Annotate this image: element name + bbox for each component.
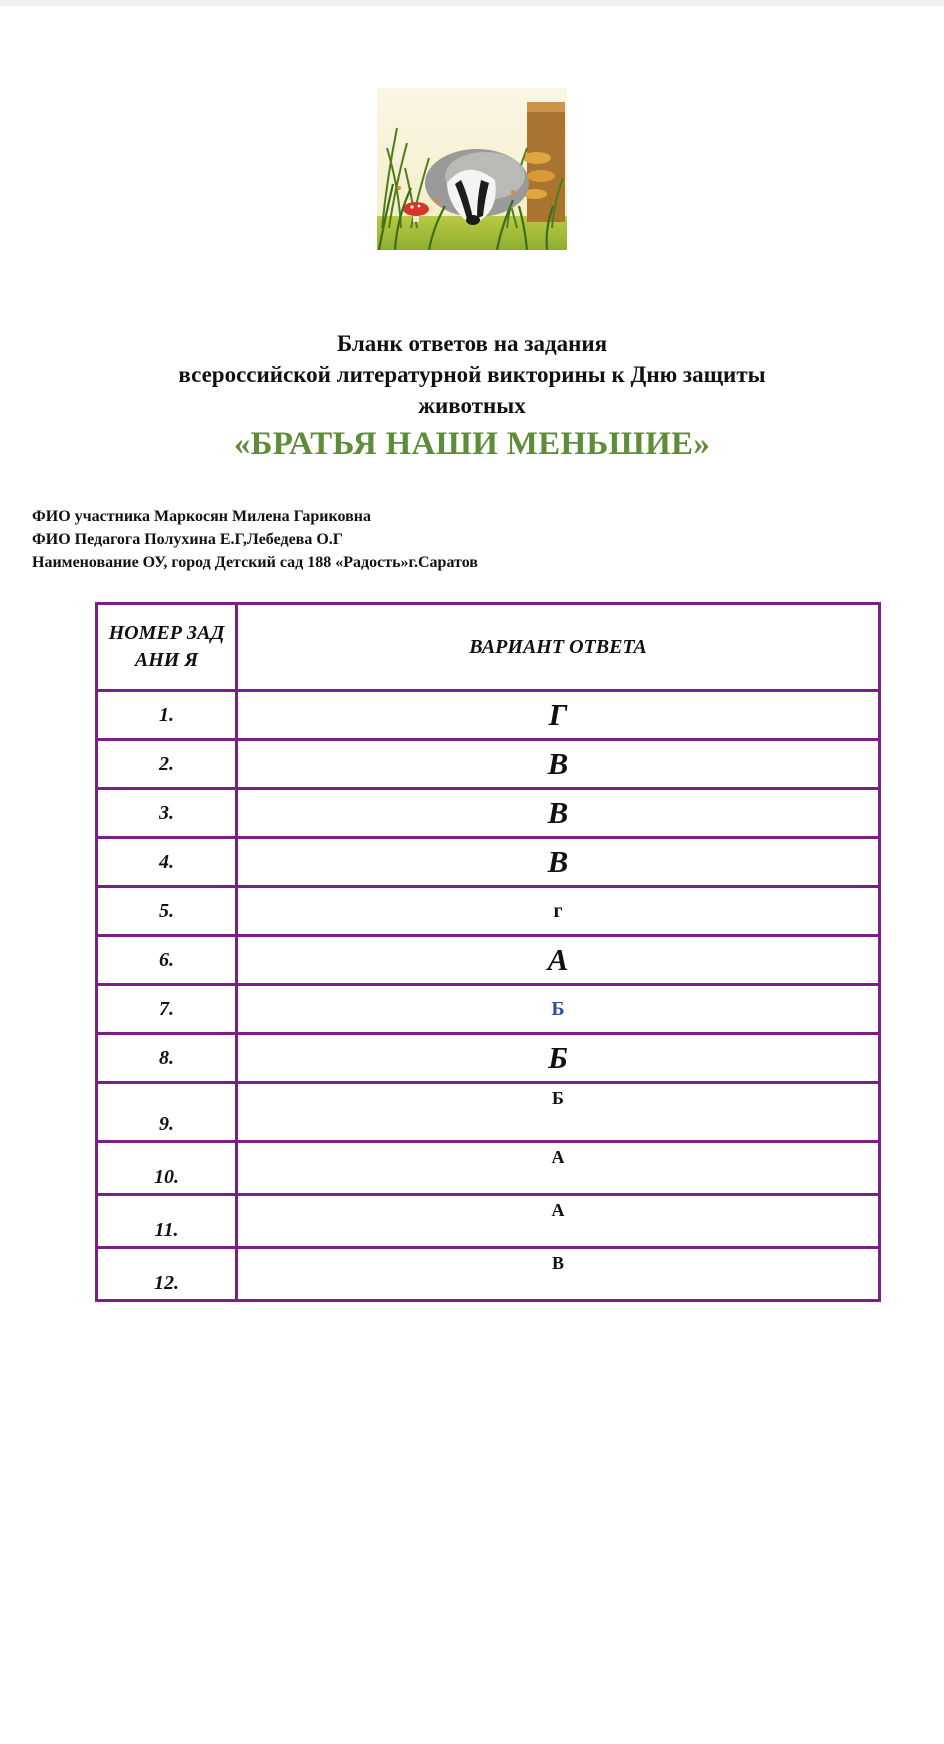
institution-name: Наименование ОУ, город Детский сад 188 «Радость»г.Саратов bbox=[32, 554, 478, 571]
task-number: 11. bbox=[97, 1195, 237, 1248]
form-title bbox=[40, 328, 904, 465]
table-row bbox=[97, 1034, 880, 1083]
table-row bbox=[97, 1083, 880, 1142]
table-row bbox=[97, 789, 880, 838]
column-header-number: НОМЕР ЗАДАНИ Я bbox=[97, 604, 237, 691]
title-line-3: животных bbox=[418, 393, 526, 418]
answer-value: Г bbox=[237, 691, 880, 740]
table-row bbox=[97, 740, 880, 789]
teacher-name: ФИО Педагога Полухина Е.Г,Лебедева О.Г bbox=[32, 531, 343, 548]
table-row bbox=[97, 936, 880, 985]
answers-table bbox=[95, 602, 881, 1302]
table-row bbox=[97, 1248, 880, 1301]
task-number: 2. bbox=[97, 740, 237, 789]
title-line-2: всероссийской литературной викторины к Дню защиты bbox=[178, 362, 766, 387]
table-row bbox=[97, 887, 880, 936]
task-number: 1. bbox=[97, 691, 237, 740]
task-number: 10. bbox=[97, 1142, 237, 1195]
table-row bbox=[97, 985, 880, 1034]
answer-value: В bbox=[237, 789, 880, 838]
answer-value: А bbox=[237, 1142, 880, 1195]
answer-value: В bbox=[237, 740, 880, 789]
quiz-name: «БРАТЬЯ НАШИ МЕНЬШИЕ» bbox=[233, 426, 711, 462]
table-header-row bbox=[97, 604, 880, 691]
task-number: 4. bbox=[97, 838, 237, 887]
answer-value: г bbox=[237, 887, 880, 936]
answer-value: Б bbox=[237, 1083, 880, 1142]
page-top-strip bbox=[0, 0, 944, 6]
column-header-answer: ВАРИАНТ ОТВЕТА bbox=[237, 604, 880, 691]
participant-info bbox=[32, 505, 912, 574]
answer-value: В bbox=[237, 1248, 880, 1301]
task-number: 3. bbox=[97, 789, 237, 838]
table-row bbox=[97, 691, 880, 740]
title-line-1: Бланк ответов на задания bbox=[336, 331, 608, 356]
task-number: 5. bbox=[97, 887, 237, 936]
task-number: 12. bbox=[97, 1248, 237, 1301]
table-row bbox=[97, 1142, 880, 1195]
answer-value: В bbox=[237, 838, 880, 887]
task-number: 6. bbox=[97, 936, 237, 985]
table-row bbox=[97, 1195, 880, 1248]
task-number: 9. bbox=[97, 1083, 237, 1142]
participant-name: ФИО участника Маркосян Милена Гариковна bbox=[32, 508, 371, 525]
answer-value: Б bbox=[237, 985, 880, 1034]
answer-value: А bbox=[237, 936, 880, 985]
badger-illustration bbox=[377, 88, 567, 250]
task-number: 7. bbox=[97, 985, 237, 1034]
answer-value: А bbox=[237, 1195, 880, 1248]
task-number: 8. bbox=[97, 1034, 237, 1083]
table-row bbox=[97, 838, 880, 887]
answer-value: Б bbox=[237, 1034, 880, 1083]
